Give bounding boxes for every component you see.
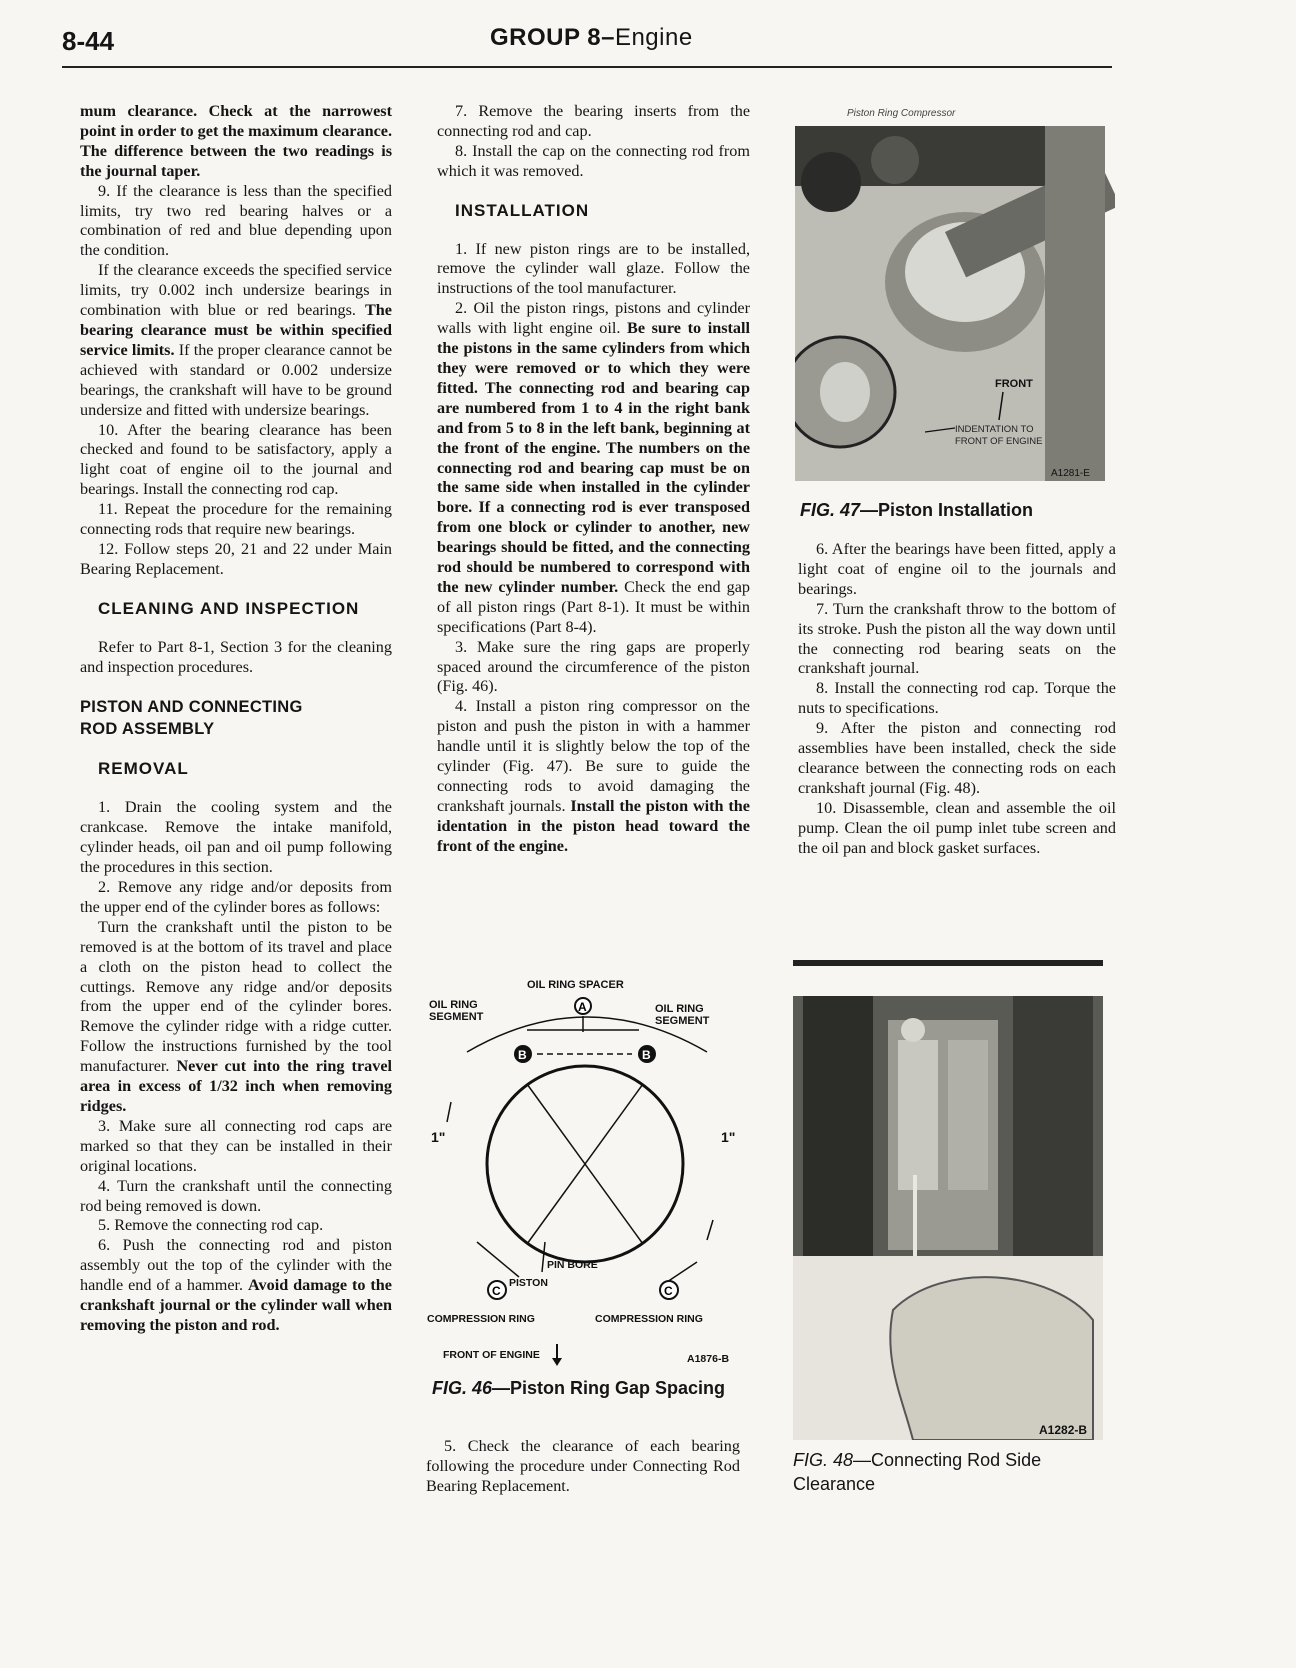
label-compression-right: COMPRESSION RING [595,1313,703,1325]
paragraph: If the clearance exceeds the specified service limits, try 0.002 inch undersize bearings in combination with blue or red bearings. The bearing clearance must be within specified service limits. If the proper clearance cannot be achieved with standard or 0.002 undersize bearings, the crankshaft will have to be ground undersize and fitted with undersize bearings. [80,261,393,419]
label-compression-left: COMPRESSION RING [427,1313,535,1325]
label-oil-seg-right-2: SEGMENT [655,1015,710,1027]
paragraph: 4. Install a piston ring compressor on the piston and push the piston in with a hammer handle until it is slightly below the top of the cylinder (Fig. 47). Be sure to guide the connecting rods to avoid damaging the crankshaft journals. Install the piston with the identation in the piston head toward the front of the engine. [437,697,750,855]
figure-48-caption: FIG. 48—Connecting Rod Side Clearance [793,1450,1042,1494]
figure-48-photo [793,960,1113,1440]
section-heading-cleaning: CLEANING AND INSPECTION [98,598,360,618]
paragraph: 6. After the bearings have been fitted, apply a light coat of engine oil to the journals and bearings. [798,540,1116,598]
paragraph: 1. Drain the cooling system and the crankcase. Remove the intake manifold, cylinder heads, oil pan and oil pump following the procedures in this section. [80,798,392,877]
label-piston: PISTON [509,1277,548,1289]
paragraph: 8. Install the cap on the connecting rod from which it was removed. [437,141,750,180]
paragraph: mum clearance. Check at the narrowest point in order to get the maximum clearance. The difference between the two readings is the journal taper. [80,102,392,180]
paragraph: 3. Make sure all connecting rod caps are marked so that they can be installed in their original locations. [80,1116,392,1175]
paragraph: 9. After the piston and connecting rod assemblies have been installed, check the side clearance between the connecting rods on each crankshaft journal (Fig. 48). [798,719,1116,797]
label-front: FRONT [995,378,1033,390]
paragraph: 10. After the bearing clearance has been checked and found to be satisfactory, apply a light coat of engine oil to the journal and bearings. Install the connecting rod cap. [80,420,392,499]
label-front-of-engine: FRONT OF ENGINE [443,1349,540,1361]
paragraph: 2. Oil the piston rings, pistons and cylinder walls with light engine oil. Be sure to install the pistons in the same cylinders from which they were removed or to which they were fitted. The connecting rod and bearing cap are numbered from 1 to 4 in the right bank and from 5 to 8 in the left bank, beginning at the front of the engine. The numbers on the connecting rod and bearing cap must be on the same side when installed in the cylinder bore. If a connecting rod is ever transposed from one block or cylinder to another, new bearings should be fitted, and the connecting rod should be numbered to correspond with the new cylinder number. Check the end gap of all piston rings (Part 8-1). It must be within specifications (Part 8-4). [437,299,750,636]
paragraph: 8. Install the connecting rod cap. Torque the nuts to specifications. [798,679,1116,718]
paragraph: 2. Remove any ridge and/or deposits from the upper end of the cylinder bores as follows: [80,878,392,916]
header-rule [62,66,1112,68]
paragraph: 3. Make sure the ring gaps are properly spaced around the circumference of the piston (Fig. 46). [437,637,750,696]
section-heading-installation: INSTALLATION [455,200,590,220]
title-engine: Engine [614,24,693,51]
paragraph: 1. If new piston rings are to be installed, remove the cylinder wall glaze. Follow the instructions of the tool manufacturer. [437,239,750,298]
marker-b-right: B [642,1048,651,1062]
paragraph: 9. If the clearance is less than the specified limits, try two red bearing halves or a combination of red and blue depending upon the condition. [80,181,392,260]
marker-b-left: B [518,1048,527,1062]
fig48-code: A1282-B [1039,1423,1088,1437]
label-oil-seg-left-2: SEGMENT [429,1011,484,1023]
section-heading-piston-2: ROD ASSEMBLY [80,720,215,739]
fig47-code: A1281-E [1051,468,1090,479]
page-title [490,24,693,52]
paragraph: 10. Disassemble, clean and assemble the oil pump. Clean the oil pump inlet tube screen and the oil pan and block gasket surfaces. [798,798,1116,857]
paragraph: 6. Push the connecting rod and piston assembly out the top of the cylinder with the handle end of a hammer. Avoid damage to the crankshaft journal or the cylinder wall when removing the piston and rod. [80,1236,392,1334]
page-number: 8-44 [62,26,115,56]
paragraph: 7. Remove the bearing inserts from the connecting rod and cap. [437,102,750,140]
column-1 [80,102,392,1336]
label-ring-compressor: Piston Ring Compressor [847,108,956,119]
marker-a-label: A [578,1000,587,1014]
paragraph: 4. Turn the crankshaft until the connecting rod being removed is down. [80,1176,392,1215]
figure-46-ring-gap-diagram [427,972,757,1372]
label-oil-seg-left-1: OIL RING [429,999,478,1011]
fig46-code: A1876-B [687,1353,730,1365]
figure-47-caption: FIG. 47—Piston Installation [800,500,1034,520]
label-oil-seg-right-1: OIL RING [655,1003,704,1015]
paragraph: 5. Check the clearance of each bearing following the procedure under Connecting Rod Bearing Replacement. [426,1437,740,1495]
section-heading-removal: REMOVAL [98,759,189,779]
column-2 [437,102,750,857]
paragraph: 5. Remove the connecting rod cap. [98,1216,324,1235]
marker-c-left: C [492,1284,501,1298]
title-group: GROUP 8– [490,24,615,51]
paragraph: 11. Repeat the procedure for the remaining connecting rods that require new bearings. [80,500,392,539]
paragraph: 12. Follow steps 20, 21 and 22 under Main Bearing Replacement. [80,539,392,578]
label-indentation-1: INDENTATION TO [955,424,1034,435]
paragraph: Refer to Part 8-1, Section 3 for the cleaning and inspection procedures. [80,637,392,676]
paragraph: Turn the crankshaft until the piston to be removed is at the bottom of its travel and place a cloth on the piston head to collect the cuttings. Remove any ridge and/or deposits from the upper end of the cylinder bores. Remove the cylinder ridge with a ridge cutter. Follow the instructions furnished by the tool manufacturer. Never cut into the ring travel area in excess of 1/32 inch when removing ridges. [80,917,392,1115]
side-measure-right: 1" [721,1129,736,1145]
figure-47-photo [795,102,1115,497]
column-3 [798,540,1116,859]
figure-46-caption: FIG. 46—Piston Ring Gap Spacing [432,1378,726,1398]
label-pin-bore: PIN BORE [547,1259,598,1271]
label-indentation-2: FRONT OF ENGINE [955,436,1043,447]
column-2-bottom [426,1437,740,1497]
label-oil-ring-spacer: OIL RING SPACER [527,979,624,991]
paragraph: 7. Turn the crankshaft throw to the bottom of its stroke. Push the piston all the way down until the connecting rod bearing seats on the crankshaft journal. [798,599,1116,678]
side-measure-left: 1" [431,1129,446,1145]
marker-c-right: C [664,1284,673,1298]
section-heading-piston-1: PISTON AND CONNECTING [80,698,303,717]
